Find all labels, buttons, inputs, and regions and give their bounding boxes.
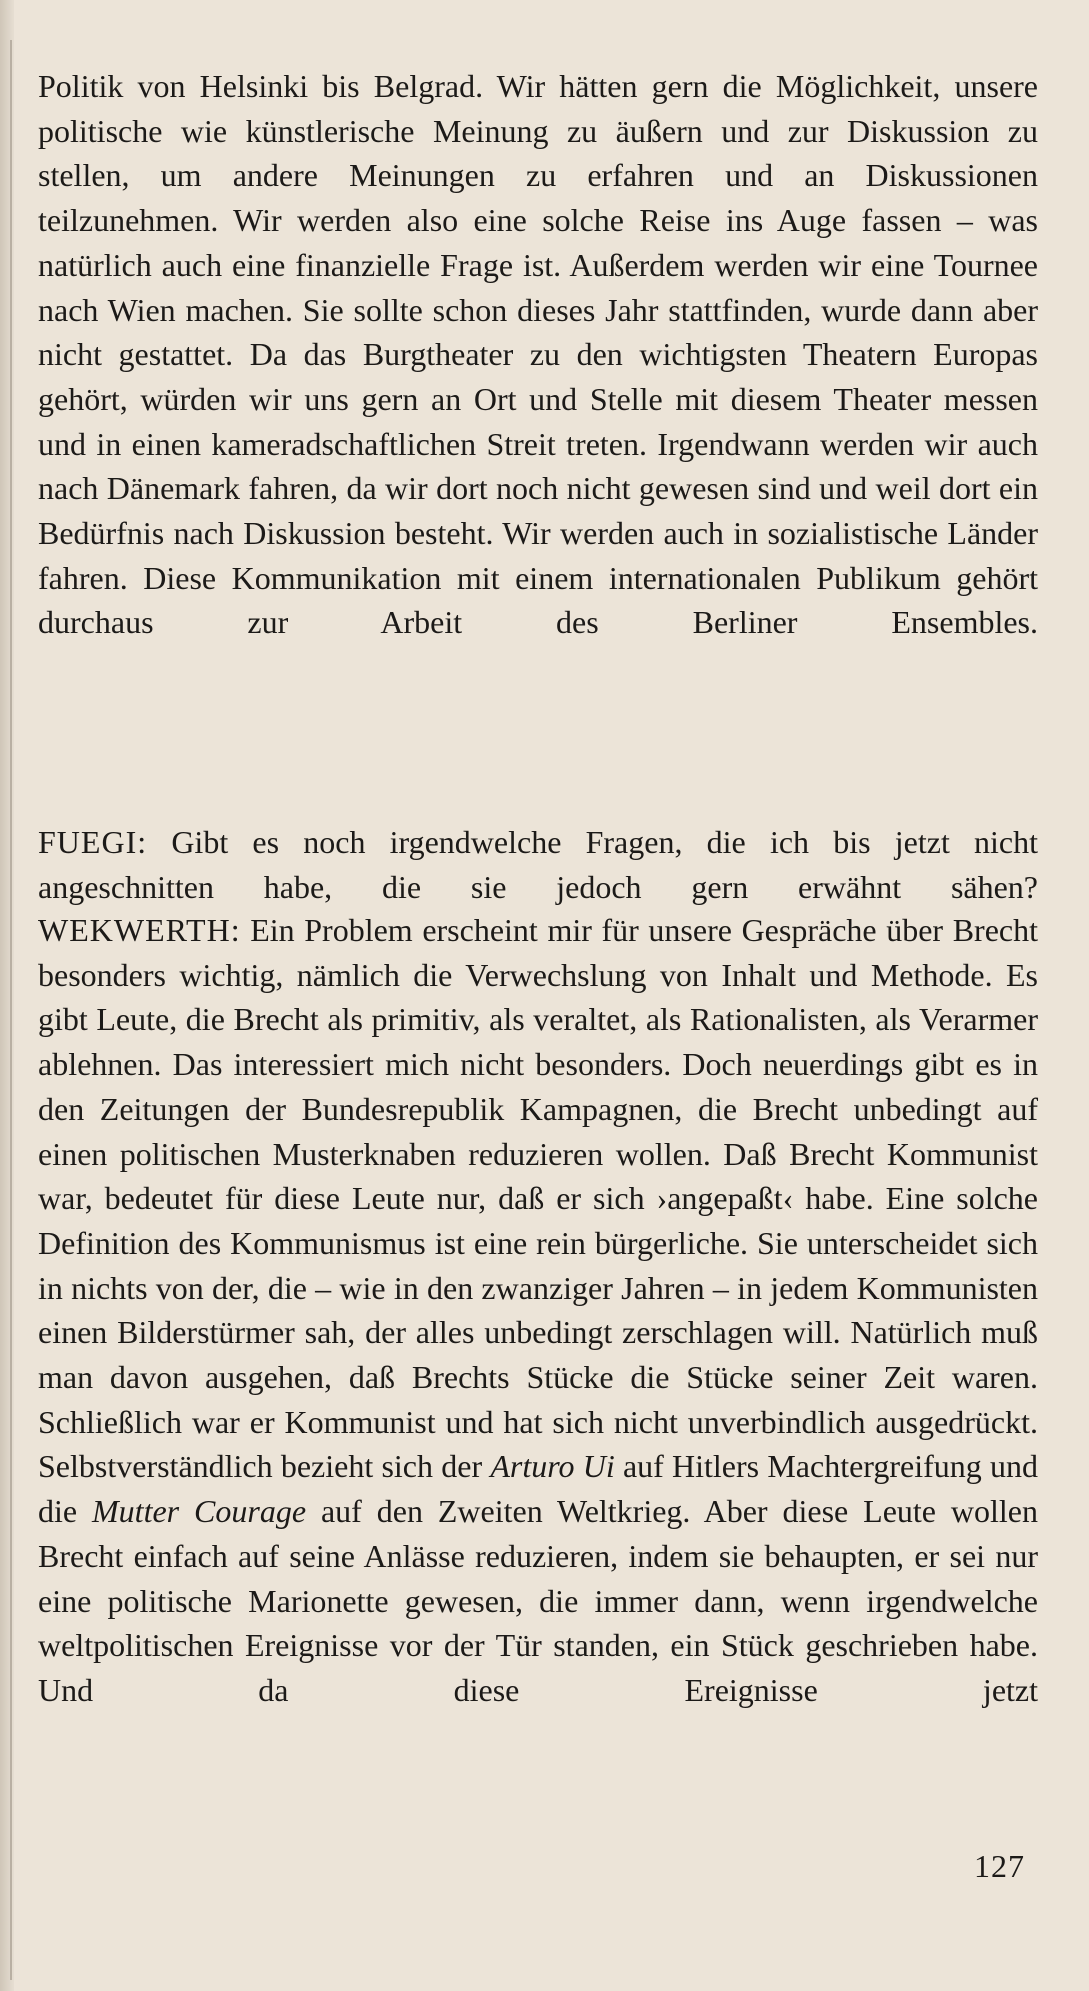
paragraph-fuegi [38, 820, 1038, 908]
paragraph-text: Politik von Helsinki bis Belgrad. Wir hätten gern die Möglichkeit, unsere politische wie künstlerische Meinung zu äußern und zur Diskussion zu stellen, um andere Meinungen zu erfahren und an Diskussionen teilzunehmen. Wir werden also eine solche Reise ins Auge fassen – was natürlich auch eine finanzielle Frage ist. Außerdem werden wir eine Tournee nach Wien machen. Sie sollte schon dieses Jahr stattfinden, wurde dann aber nicht gestattet. Da das Burgtheater zu den wichtigsten Theatern Europas gehört, würden wir uns gern an Ort und Stelle mit diesem Theater messen und in einen kameradschaftlichen Streit treten. Irgendwann werden wir auch nach Dänemark fahren, da wir dort noch nicht gewesen sind und weil dort ein Bedürfnis nach Diskussion besteht. Wir werden auch in sozialistische Länder fahren. Diese Kommunikation mit einem internationalen Publikum gehört durchaus zur Arbeit des Berliner Ensembles. [38, 68, 1038, 641]
binding-rule [10, 40, 12, 1980]
paragraph-continuation [38, 64, 1038, 824]
page-number: 127 [974, 1848, 1025, 1884]
paragraph-text: Ein Problem erscheint mir für unsere Gespräche über Brecht besonders wichtig, nämlich die Verwechslung von Inhalt und Methode. Es gibt Leute, die Brecht als primitiv, als veraltet, als Rationalisten, als Verarmer ablehnen. Das interessiert mich nicht besonders. Doch neuerdings gibt es in den Zeitungen der Bundesrepublik Kampagnen, die Brecht unbedingt auf einen politischen Musterknaben reduzieren wollen. Daß Brecht Kommunist war, bedeutet für diese Leute nur, daß er sich ›angepaßt‹ habe. Eine solche Definition des Kommunismus ist eine rein bürgerliche. Sie unterscheidet sich in nichts von der, die – wie in den zwanziger Jahren – in jedem Kommunisten einen Bilderstürmer sah, der alles unbedingt zerschlagen will. Natürlich muß man davon ausgehen, daß Brechts Stücke die Stücke seiner Zeit waren. Schließlich war er Kommunist und hat sich nicht unverbindlich ausgedrückt. Selbstverständlich bezieht sich der Arturo Ui auf Hitlers Machtergreifung und die Mutter Courage auf den Zweiten Weltkrieg. Aber diese Leute wollen Brecht einfach auf seine Anlässe reduzieren, indem sie behaupten, er sei nur eine politische Marionette gewesen, die immer dann, wenn irgendwelche weltpolitischen Ereignisse vor der Tür standen, ein Stück geschrieben habe. Und da diese Ereignisse jetzt [38, 912, 1039, 1708]
work-title: Mutter Courage [92, 1493, 307, 1530]
book-page [38, 64, 1038, 1713]
work-title: Arturo Ui [490, 1448, 615, 1485]
speaker-label: WEKWERTH: [38, 912, 241, 948]
speaker-label: FUEGI: [38, 824, 148, 860]
paragraph-text: Gibt es noch irgendwelche Fragen, die ich bis jetzt nicht angeschnitten habe, die sie jedoch gern erwähnt sähen? [38, 824, 1039, 905]
paragraph-wekwerth [38, 908, 1038, 1713]
